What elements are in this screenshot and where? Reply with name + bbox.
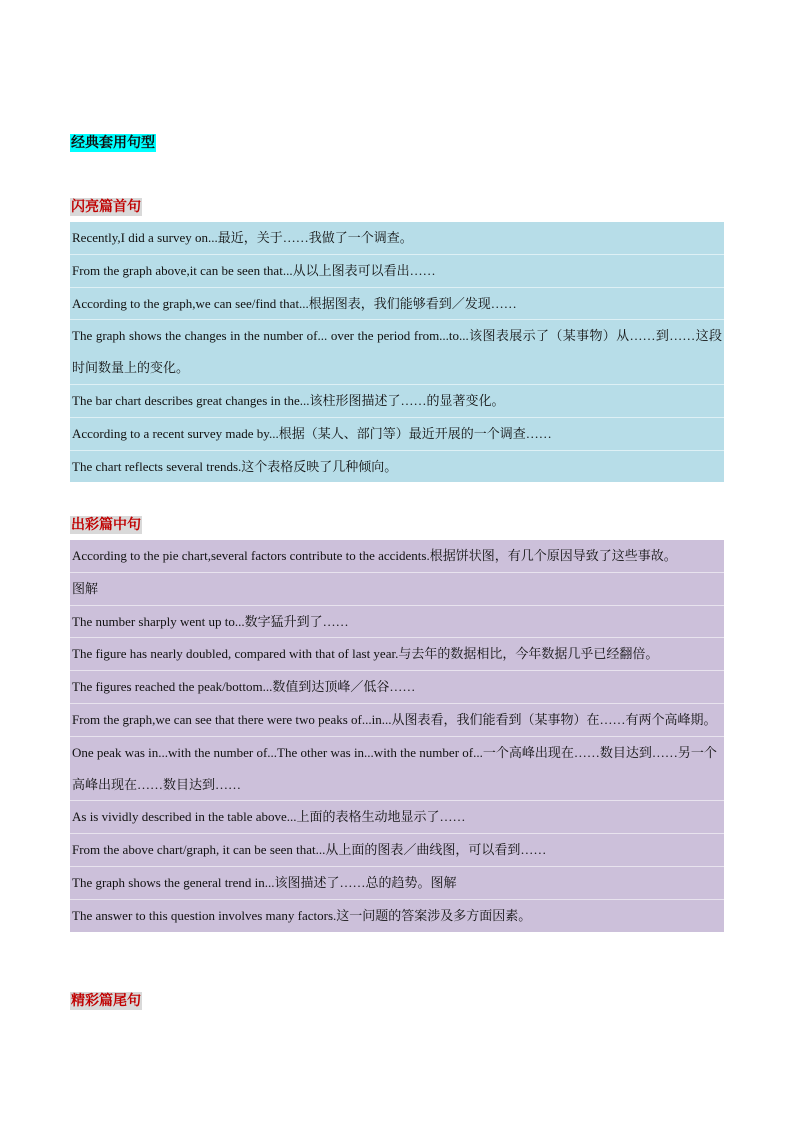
list-item: The number sharply went up to...数字猛升到了…… <box>70 606 724 639</box>
list-item: From the above chart/graph, it can be seen that...从上面的图表／曲线图，可以看到…… <box>70 834 724 867</box>
list-item: The graph shows the changes in the number of... over the period from...to...该图表展示了（某事物）从……到……这段时间数量上的变化。 <box>70 320 724 385</box>
section-heading-opening: 闪亮篇首句 <box>71 199 141 215</box>
section-heading-ending: 精彩篇尾句 <box>71 993 141 1009</box>
list-item: The figures reached the peak/bottom...数值到达顶峰／低谷…… <box>70 671 724 704</box>
section-heading-middle: 出彩篇中句 <box>71 517 141 533</box>
page-title: 经典套用句型 <box>71 135 155 151</box>
list-item: From the graph,we can see that there were two peaks of...in...从图表看，我们能看到（某事物）在……有两个高峰期。 <box>70 704 724 737</box>
list-item: According to the pie chart,several factors contribute to the accidents.根据饼状图，有几个原因导致了这些事故。 <box>70 540 734 573</box>
opening-sentences-block <box>70 222 724 482</box>
middle-sentences-block <box>70 540 724 932</box>
list-item: The graph shows the general trend in...该图描述了……总的趋势。图解 <box>70 867 724 900</box>
list-item: According to the graph,we can see/find that...根据图表，我们能够看到／发现…… <box>70 288 724 321</box>
list-item: 图解 <box>70 573 724 606</box>
list-item: The figure has nearly doubled, compared with that of last year.与去年的数据相比，今年数据几乎已经翻倍。 <box>70 638 724 671</box>
list-item: Recently,I did a survey on...最近，关于……我做了一个调查。 <box>70 222 724 255</box>
list-item: According to a recent survey made by...根据（某人、部门等）最近开展的一个调查…… <box>70 418 724 451</box>
list-item: The answer to this question involves many factors.这一问题的答案涉及多方面因素。 <box>72 907 532 923</box>
list-item: The bar chart describes great changes in the...该柱形图描述了……的显著变化。 <box>70 385 724 418</box>
list-item: From the graph above,it can be seen that...从以上图表可以看出…… <box>70 255 724 288</box>
list-item: The chart reflects several trends.这个表格反映了几种倾向。 <box>72 458 398 474</box>
list-item: As is vividly described in the table above...上面的表格生动地显示了…… <box>70 801 724 834</box>
list-item: One peak was in...with the number of...The other was in...with the number of...一个高峰出现在……数目达到……另一个高峰出现在……数目达到…… <box>70 737 724 802</box>
